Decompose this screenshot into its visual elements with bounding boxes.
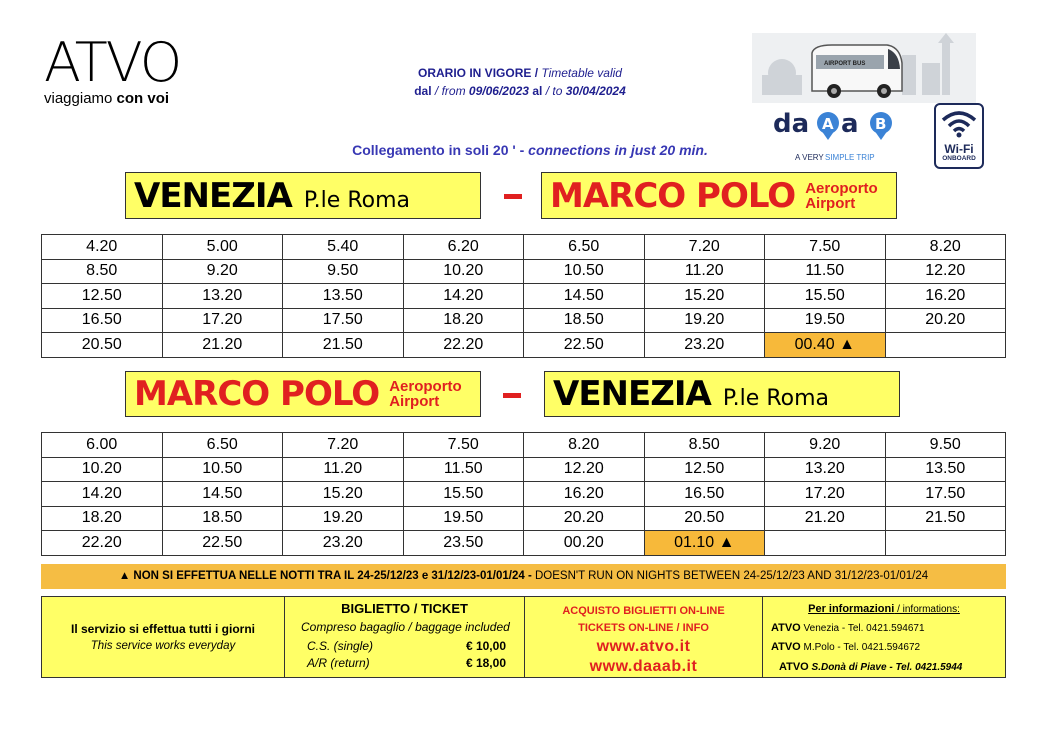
departure-time-cell: 13.50 <box>885 457 1006 482</box>
svg-text:SIMPLE TRIP: SIMPLE TRIP <box>825 153 875 162</box>
departure-time-cell: 8.50 <box>644 433 765 458</box>
connection-note: Collegamento in soli 20 ' - connections in just 20 min. <box>352 142 708 158</box>
departure-time-cell: 14.20 <box>403 284 524 309</box>
contact-info: Per informazioni / informations: ATVO Venezia - Tel. 0421.594671 ATVO M.Polo - Tel. 0421.594672 ATVO S.Donà di Piave - Tel. 0421.5944 <box>763 597 1005 677</box>
timetable-venezia-airport <box>41 234 1006 358</box>
departure-time-cell: 9.50 <box>885 433 1006 458</box>
online-tickets: ACQUISTO BIGLIETTI ON-LINE TICKETS ON-LINE / INFO www.atvo.it www.daaab.it <box>525 597 763 677</box>
departure-time-cell: 14.50 <box>524 284 645 309</box>
departure-time-cell: 7.20 <box>283 433 404 458</box>
departure-time-cell: 14.50 <box>162 482 283 507</box>
departure-time-cell: 17.20 <box>765 482 886 507</box>
departure-time-cell: 21.20 <box>765 506 886 531</box>
departure-time-cell: 7.20 <box>644 235 765 260</box>
departure-time-cell: 23.50 <box>403 531 524 556</box>
info-footer <box>41 596 1006 678</box>
service-info: Il servizio si effettua tutti i giorni This service works everyday <box>42 597 285 677</box>
departure-time-cell: 16.20 <box>885 284 1006 309</box>
atvo-website-link[interactable]: www.atvo.it <box>596 638 691 655</box>
departure-time-cell: 20.50 <box>644 506 765 531</box>
departure-time-cell: 18.50 <box>162 506 283 531</box>
timetable-row <box>42 333 1006 358</box>
departure-time-cell: 16.50 <box>42 308 163 333</box>
timetable-row <box>42 259 1006 284</box>
holiday-notice: ▲ NON SI EFFETTUA NELLE NOTTI TRA IL 24-25/12/23 e 31/12/23-01/01/24 - DOESN'T RUN ON NIGHTS BETWEEN 24-25/12/23 AND 31/12/23-01/01/24 <box>41 564 1006 589</box>
departure-time-cell: 17.20 <box>162 308 283 333</box>
departure-time-cell: 22.50 <box>524 333 645 358</box>
timetable-row <box>42 284 1006 309</box>
timetable-row <box>42 433 1006 458</box>
departure-time-cell: 17.50 <box>283 308 404 333</box>
departure-time-cell <box>765 531 886 556</box>
departure-time-cell <box>885 333 1006 358</box>
departure-time-cell: 01.10 ▲ <box>644 531 765 556</box>
timetable-row <box>42 531 1006 556</box>
departure-time-cell: 4.20 <box>42 235 163 260</box>
departure-time-cell: 8.20 <box>885 235 1006 260</box>
departure-time-cell: 12.50 <box>644 457 765 482</box>
departure-time-cell: 13.20 <box>765 457 886 482</box>
departure-time-cell: 12.20 <box>885 259 1006 284</box>
departure-time-cell: 6.00 <box>42 433 163 458</box>
departure-time-cell: 16.50 <box>644 482 765 507</box>
departure-time-cell: 11.50 <box>765 259 886 284</box>
departure-time-cell: 10.50 <box>162 457 283 482</box>
departure-time-cell: 6.50 <box>162 433 283 458</box>
departure-time-cell: 15.50 <box>403 482 524 507</box>
departure-time-cell: 15.20 <box>283 482 404 507</box>
departure-time-cell: 14.20 <box>42 482 163 507</box>
departure-time-cell: 19.20 <box>283 506 404 531</box>
route2-dash <box>503 393 521 398</box>
timetable-row <box>42 308 1006 333</box>
departure-time-cell: 00.40 ▲ <box>765 333 886 358</box>
departure-time-cell: 9.50 <box>283 259 404 284</box>
timetable-row <box>42 235 1006 260</box>
departure-time-cell: 13.50 <box>283 284 404 309</box>
departure-time-cell: 18.20 <box>42 506 163 531</box>
ticket-prices: BIGLIETTO / TICKET Compreso bagaglio / baggage included C.S. (single) € 10,00 A/R (return) € 18,00 <box>285 597 525 677</box>
contact-venezia: ATVO Venezia - Tel. 0421.594671 <box>771 622 925 634</box>
svg-text:a: a <box>841 109 859 139</box>
departure-time-cell: 12.20 <box>524 457 645 482</box>
departure-time-cell: 8.50 <box>42 259 163 284</box>
departure-time-cell: 17.50 <box>885 482 1006 507</box>
route1-from-banner: VENEZIA P.le Roma <box>125 172 481 219</box>
departure-time-cell: 19.20 <box>644 308 765 333</box>
departure-time-cell: 19.50 <box>403 506 524 531</box>
departure-time-cell: 18.20 <box>403 308 524 333</box>
departure-time-cell: 20.20 <box>885 308 1006 333</box>
daaab-website-link[interactable]: www.daaab.it <box>589 658 698 675</box>
daaab-logo <box>773 104 913 164</box>
timetable-row <box>42 482 1006 507</box>
departure-time-cell: 15.20 <box>644 284 765 309</box>
departure-time-cell: 23.20 <box>283 531 404 556</box>
airport-bus-image <box>752 33 976 103</box>
departure-time-cell <box>885 531 1006 556</box>
validity-header: ORARIO IN VIGORE / Timetable valid dal / from 09/06/2023 al / to 30/04/2024 <box>414 66 626 98</box>
departure-time-cell: 7.50 <box>403 433 524 458</box>
departure-time-cell: 6.20 <box>403 235 524 260</box>
departure-time-cell: 12.50 <box>42 284 163 309</box>
departure-time-cell: 20.20 <box>524 506 645 531</box>
departure-time-cell: 21.20 <box>162 333 283 358</box>
departure-time-cell: 11.50 <box>403 457 524 482</box>
departure-time-cell: 20.50 <box>42 333 163 358</box>
departure-time-cell: 15.50 <box>765 284 886 309</box>
departure-time-cell: 21.50 <box>283 333 404 358</box>
departure-time-cell: 13.20 <box>162 284 283 309</box>
departure-time-cell: 5.40 <box>283 235 404 260</box>
departure-time-cell: 6.50 <box>524 235 645 260</box>
departure-time-cell: 22.20 <box>42 531 163 556</box>
departure-time-cell: 10.20 <box>403 259 524 284</box>
departure-time-cell: 23.20 <box>644 333 765 358</box>
atvo-logo <box>44 31 204 107</box>
departure-time-cell: 22.50 <box>162 531 283 556</box>
wifi-onboard-badge: Wi-Fi ONBOARD <box>934 103 984 169</box>
logo-brand: ATVO <box>44 31 181 94</box>
departure-time-cell: 16.20 <box>524 482 645 507</box>
departure-time-cell: 8.20 <box>524 433 645 458</box>
departure-time-cell: 11.20 <box>283 457 404 482</box>
departure-time-cell: 22.20 <box>403 333 524 358</box>
departure-time-cell: 9.20 <box>765 433 886 458</box>
logo-tagline: viaggiamo con voi <box>44 90 170 107</box>
svg-text:B: B <box>875 115 887 133</box>
route2-from-banner: MARCO POLO Aeroporto Airport <box>125 371 481 417</box>
departure-time-cell: 00.20 <box>524 531 645 556</box>
departure-time-cell: 7.50 <box>765 235 886 260</box>
contact-sdona: ATVO S.Donà di Piave - Tel. 0421.5944 <box>779 661 963 673</box>
departure-time-cell: 21.50 <box>885 506 1006 531</box>
departure-time-cell: 19.50 <box>765 308 886 333</box>
route1-to-banner: MARCO POLO Aeroporto Airport <box>541 172 897 219</box>
departure-time-cell: 10.50 <box>524 259 645 284</box>
timetable-row <box>42 457 1006 482</box>
svg-text:AIRPORT BUS: AIRPORT BUS <box>824 61 866 67</box>
timetable-row <box>42 506 1006 531</box>
timetable-airport-venezia <box>41 432 1006 556</box>
departure-time-cell: 10.20 <box>42 457 163 482</box>
departure-time-cell: 9.20 <box>162 259 283 284</box>
svg-text:A VERY: A VERY <box>795 153 824 162</box>
route1-dash <box>504 194 522 199</box>
svg-text:A: A <box>822 115 834 133</box>
contact-mpolo: ATVO M.Polo - Tel. 0421.594672 <box>771 641 921 653</box>
wifi-icon <box>939 108 979 138</box>
departure-time-cell: 5.00 <box>162 235 283 260</box>
svg-text:da: da <box>773 109 810 139</box>
departure-time-cell: 11.20 <box>644 259 765 284</box>
departure-time-cell: 18.50 <box>524 308 645 333</box>
route2-to-banner: VENEZIA P.le Roma <box>544 371 900 417</box>
